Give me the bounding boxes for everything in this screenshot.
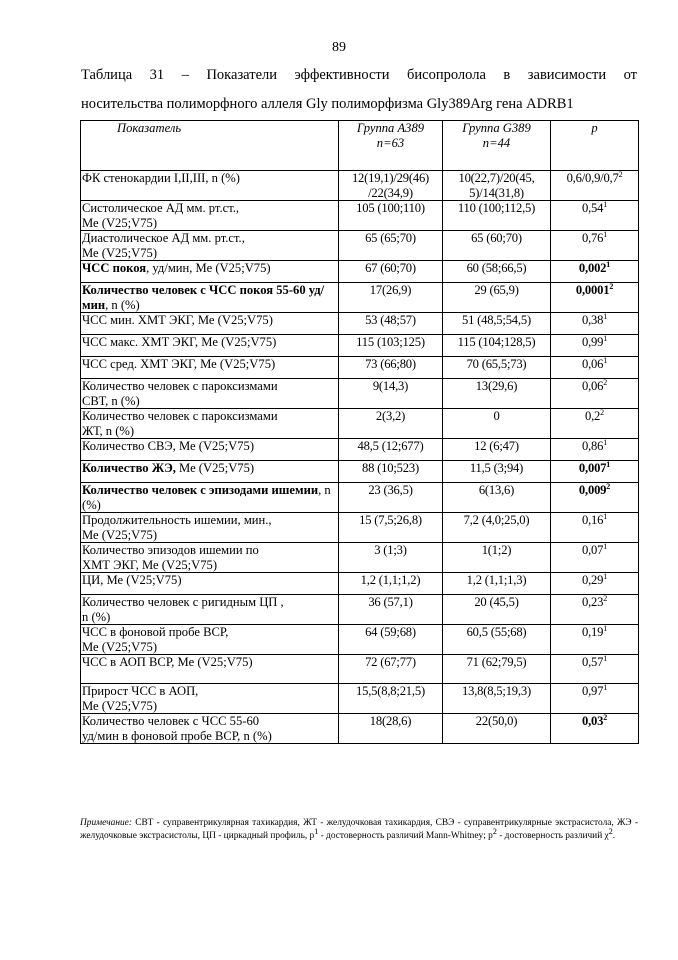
row-group-g389-value: 6(13,6): [478, 483, 515, 497]
row-indicator: [81, 357, 339, 379]
row-group-g389-value: 12 (6;47): [474, 439, 519, 453]
table-row: [81, 283, 639, 313]
row-p-value: [551, 461, 639, 483]
row-p-value: [551, 231, 639, 261]
row-p-value-sup: 2: [600, 408, 604, 417]
row-p-value: [551, 714, 639, 744]
row-group-a389: [339, 283, 443, 313]
row-indicator: [81, 513, 339, 543]
table-row: [81, 595, 639, 625]
row-indicator-text: Количество человек с ригидным ЦП ,: [82, 595, 284, 609]
row-indicator: [81, 409, 339, 439]
row-group-a389-value: 18(28,6): [369, 714, 412, 728]
row-p-value-sup: 2: [606, 482, 611, 491]
table-row: [81, 335, 639, 357]
row-indicator-text-2: Ме (V25;V75): [82, 245, 158, 260]
row-indicator: [81, 684, 339, 714]
results-table: [80, 120, 639, 744]
page-number: 89: [332, 40, 346, 55]
row-indicator: [81, 201, 339, 231]
row-p-value-sup: 1: [606, 460, 611, 469]
row-p-value: [551, 483, 639, 513]
table-row: [81, 313, 639, 335]
row-group-g389: [443, 714, 551, 744]
row-indicator-text: Количество человек с пароксизмами: [82, 409, 278, 423]
table-note: [80, 817, 638, 842]
header-group-g389: [443, 121, 551, 171]
row-indicator-text: Количество человек с ЧСС 55-60: [82, 714, 260, 728]
row-indicator-bold: Количество ЖЭ,: [82, 461, 176, 475]
row-p-value: [551, 261, 639, 283]
row-p-value-sup: 1: [603, 334, 608, 343]
row-p-value-sup: 1: [603, 512, 608, 521]
row-group-a389: [339, 379, 443, 409]
row-indicator-text: ЧСС макс. ХМТ ЭКГ, Ме (V25;V75): [82, 335, 277, 349]
row-p-value-text: 0,99: [581, 335, 604, 349]
note-label: Примечание:: [80, 818, 132, 828]
row-p-value: [551, 655, 639, 684]
row-group-a389-value: 53 (48;57): [365, 313, 416, 327]
table-row: [81, 655, 639, 684]
row-group-a389-value: 1,2 (1,1;1,2): [360, 573, 421, 587]
row-group-g389-value: 1(1;2): [481, 543, 512, 557]
row-group-g389: [443, 201, 551, 231]
row-indicator: [81, 379, 339, 409]
row-group-a389-value: 48,5 (12;677): [357, 439, 424, 453]
table-row: [81, 357, 639, 379]
header-p-value: [551, 121, 639, 171]
row-indicator: [81, 335, 339, 357]
row-group-g389: [443, 171, 551, 201]
row-p-value-text: 0,07: [581, 543, 604, 557]
row-indicator: [81, 483, 339, 513]
row-group-a389: [339, 595, 443, 625]
table-row: [81, 439, 639, 461]
row-p-value-text: 0,54: [581, 201, 604, 215]
row-p-value: [551, 625, 639, 655]
row-group-a389: [339, 625, 443, 655]
row-p-value-sup: 1: [603, 312, 608, 321]
row-group-g389: [443, 313, 551, 335]
row-group-a389: [339, 261, 443, 283]
row-group-a389-value: 36 (57,1): [368, 595, 413, 609]
note-text-2: - достоверность различий Mann-Whitney; р: [318, 830, 493, 841]
row-group-a389: [339, 313, 443, 335]
row-group-g389: [443, 439, 551, 461]
row-indicator: [81, 283, 339, 313]
row-group-g389: [443, 409, 551, 439]
row-group-a389-value: 2(3,2): [375, 409, 406, 423]
table-caption: [81, 61, 637, 119]
row-indicator-text: Прирост ЧСС в АОП,: [82, 684, 199, 698]
row-indicator-text: ФК стенокардии I,II,III, n (%): [82, 171, 240, 185]
row-indicator: [81, 231, 339, 261]
row-p-value-sup: 1: [603, 200, 608, 209]
row-indicator-text-2: Ме (V25;V75): [82, 527, 158, 542]
row-p-value-text: 0,2: [585, 409, 601, 423]
row-group-g389-value: 1,2 (1,1;1,3): [466, 573, 527, 587]
note-text-4: .: [612, 830, 616, 841]
row-group-a389-value: 88 (10;523): [362, 461, 419, 475]
note-text-3: - достоверность различий χ: [496, 830, 609, 841]
row-group-g389-value: 7,2 (4,0;25,0): [463, 513, 530, 527]
row-indicator-bold: Количество человек с ЧСС покоя 55-60 уд/мин: [82, 283, 325, 312]
row-group-g389-value: 71 (62;79,5): [466, 655, 527, 669]
row-group-a389-value-2: /22(34,9): [368, 185, 413, 200]
row-p-value-sup: 1: [606, 260, 611, 269]
row-group-a389-value: 65 (65;70): [365, 231, 416, 245]
row-group-a389-value: 12(19,1)/29(46): [351, 171, 430, 185]
row-group-a389: [339, 461, 443, 483]
row-p-value-text: 0,86: [581, 439, 604, 453]
row-p-value-text: 0,009: [578, 483, 607, 497]
row-indicator: [81, 261, 339, 283]
row-p-value-text: 0,29: [581, 573, 604, 587]
row-p-value-text: 0,002: [578, 261, 607, 275]
row-group-a389: [339, 201, 443, 231]
caption-line-1: Таблица 31 – Показатели эффективности бисопролола в зависимости от: [81, 67, 637, 83]
row-group-a389: [339, 171, 443, 201]
row-p-value: [551, 684, 639, 714]
row-group-a389: [339, 439, 443, 461]
row-group-a389-value: 3 (1;3): [374, 543, 407, 557]
row-group-g389: [443, 684, 551, 714]
row-group-g389-value: 51 (48,5;54,5): [462, 313, 531, 327]
row-p-value-sup: 1: [603, 356, 608, 365]
row-indicator: [81, 655, 339, 684]
row-group-a389: [339, 513, 443, 543]
row-p-value: [551, 379, 639, 409]
note-sup-3: 2: [608, 826, 613, 836]
row-p-value-sup: 1: [603, 654, 608, 663]
header-group-a389-n: n=63: [376, 136, 405, 150]
row-p-value-text: 0,97: [581, 684, 604, 698]
row-indicator: [81, 714, 339, 744]
row-group-a389-value: 67 (60;70): [365, 261, 416, 275]
table-row: [81, 543, 639, 573]
row-p-value-text: 0,6/0,9/0,7: [566, 171, 619, 185]
row-p-value-text: 0,76: [581, 231, 604, 245]
row-indicator-text-2: Ме (V25;V75): [82, 215, 158, 230]
row-group-g389-value: 110 (100;112,5): [457, 201, 536, 215]
row-p-value-text: 0,38: [581, 313, 604, 327]
row-indicator-text: , n (%): [105, 297, 140, 312]
row-p-value: [551, 513, 639, 543]
row-group-g389: [443, 543, 551, 573]
row-indicator: [81, 625, 339, 655]
row-group-g389-value: 60 (58;66,5): [466, 261, 527, 275]
row-p-value-sup: 2: [603, 713, 608, 722]
row-group-a389-value: 72 (67;77): [365, 655, 416, 669]
row-indicator-text: ЧСС в фоновой пробе ВСР,: [82, 625, 229, 639]
row-group-g389-value-2: 5)/14(31,8): [469, 185, 524, 200]
row-indicator: [81, 313, 339, 335]
row-indicator: [81, 543, 339, 573]
row-indicator-text-2: уд/мин в фоновой пробе ВСР, n (%): [82, 728, 272, 743]
table-row: [81, 573, 639, 595]
row-p-value-sup: 1: [603, 683, 608, 692]
row-group-a389-value: 64 (59;68): [365, 625, 416, 639]
row-p-value-sup: 2: [603, 594, 608, 603]
table-row: [81, 684, 639, 714]
row-group-g389: [443, 573, 551, 595]
row-indicator-text: Количество эпизодов ишемии по: [82, 543, 259, 557]
row-group-g389: [443, 655, 551, 684]
row-p-value: [551, 283, 639, 313]
table-row: [81, 461, 639, 483]
row-p-value: [551, 595, 639, 625]
row-group-g389-value: 22(50,0): [475, 714, 518, 728]
row-indicator-text: Количество человек с пароксизмами: [82, 379, 278, 393]
header-p-label: р: [591, 121, 598, 135]
row-indicator-text: Количество СВЭ, Ме (V25;V75): [82, 439, 255, 453]
row-group-g389: [443, 513, 551, 543]
row-group-a389-value: 9(14,3): [372, 379, 409, 393]
row-p-value-text: 0,57: [581, 655, 604, 669]
row-group-g389: [443, 261, 551, 283]
row-indicator-text: ЧСС в АОП ВСР, Ме (V25;V75): [82, 655, 253, 669]
table-body: [81, 171, 639, 744]
row-group-a389-value: 15 (7,5;26,8): [359, 513, 422, 527]
row-indicator-text: , n (%): [82, 483, 331, 512]
row-group-g389: [443, 595, 551, 625]
row-indicator-text: ЧСС мин. ХМТ ЭКГ, Ме (V25;V75): [82, 313, 273, 327]
row-group-a389: [339, 483, 443, 513]
row-group-g389-value: 0: [493, 409, 500, 423]
row-p-value-sup: 2: [603, 378, 608, 387]
row-p-value-sup: 1: [603, 542, 608, 551]
row-group-g389-value: 10(22,7)/20(45,: [458, 171, 535, 185]
row-p-value-text: 0,03: [581, 714, 604, 728]
row-group-a389-value: 17(26,9): [369, 283, 412, 297]
row-group-g389-value: 115 (104;128,5): [457, 335, 536, 349]
row-indicator-text: Систолическое АД мм. рт.ст.,: [82, 201, 240, 215]
row-group-a389-value: 115 (103;125): [356, 335, 425, 349]
table-header-row: [81, 121, 639, 171]
row-indicator-text: ЦИ, Ме (V25;V75): [82, 573, 182, 587]
row-p-value-sup: 1: [603, 230, 608, 239]
row-indicator-text-2: Ме (V25;V75): [82, 698, 158, 713]
row-group-g389: [443, 231, 551, 261]
row-group-g389-value: 20 (45,5): [474, 595, 519, 609]
row-p-value: [551, 543, 639, 573]
row-group-a389-value: 15,5(8,8;21,5): [356, 684, 425, 698]
row-group-g389-value: 13,8(8,5;19,3): [462, 684, 531, 698]
row-p-value-sup: 1: [603, 624, 608, 633]
row-group-a389-value: 105 (100;110): [356, 201, 425, 215]
row-p-value-text: 0,16: [581, 513, 604, 527]
row-indicator-text-2: n (%): [82, 609, 111, 624]
row-group-a389: [339, 684, 443, 714]
row-indicator: [81, 171, 339, 201]
row-p-value: [551, 439, 639, 461]
row-p-value: [551, 335, 639, 357]
row-group-a389: [339, 655, 443, 684]
row-indicator: [81, 439, 339, 461]
row-group-a389: [339, 714, 443, 744]
row-p-value-text: 0,06: [581, 357, 604, 371]
header-group-g389-title: Группа G389: [462, 121, 531, 135]
row-group-g389: [443, 335, 551, 357]
table-row: [81, 625, 639, 655]
row-group-a389: [339, 231, 443, 261]
header-group-g389-n: n=44: [482, 136, 511, 150]
row-p-value-text: 0,06: [581, 379, 604, 393]
row-indicator-text: , уд/мин, Ме (V25;V75): [146, 261, 271, 275]
note-sup-1: 1: [314, 826, 319, 836]
row-indicator-text: ЧСС сред. ХМТ ЭКГ, Ме (V25;V75): [82, 357, 276, 371]
row-indicator-text: Ме (V25;V75): [175, 461, 255, 475]
row-group-g389: [443, 283, 551, 313]
header-indicator: [81, 121, 339, 171]
row-p-value: [551, 313, 639, 335]
row-group-a389-value: 23 (36,5): [368, 483, 413, 497]
row-p-value-sup: 2: [609, 282, 614, 291]
row-group-a389: [339, 543, 443, 573]
row-indicator-text-2: СВТ, n (%): [82, 393, 140, 408]
row-group-g389: [443, 379, 551, 409]
row-indicator-text-2: ХМТ ЭКГ, Ме (V25;V75): [82, 557, 218, 572]
row-p-value: [551, 357, 639, 379]
table-row: [81, 261, 639, 283]
row-p-value: [551, 171, 639, 201]
row-p-value-text: 0,007: [578, 461, 607, 475]
header-group-a389: [339, 121, 443, 171]
row-group-g389-value: 70 (65,5;73): [466, 357, 527, 371]
row-group-g389: [443, 483, 551, 513]
row-group-g389-value: 11,5 (3;94): [469, 461, 524, 475]
row-indicator-text-2: ЖТ, n (%): [82, 423, 135, 438]
row-indicator: [81, 461, 339, 483]
caption-line-2: носительства полиморфного аллеля Gly полиморфизма Gly389Arg гена ADRB1: [81, 96, 574, 112]
table-row: [81, 201, 639, 231]
row-p-value: [551, 573, 639, 595]
table-row: [81, 714, 639, 744]
row-group-g389-value: 60,5 (55;68): [466, 625, 527, 639]
row-group-g389-value: 65 (60;70): [471, 231, 522, 245]
table-row: [81, 231, 639, 261]
header-indicator-label: Показатель: [117, 121, 182, 135]
row-p-value-text: 0,19: [581, 625, 604, 639]
row-indicator-text: Продолжительность ишемии, мин.,: [82, 513, 272, 527]
row-indicator-bold: ЧСС покоя: [82, 261, 147, 275]
row-group-g389-value: 29 (65,9): [474, 283, 519, 297]
row-p-value: [551, 201, 639, 231]
row-p-value-text: 0,23: [581, 595, 604, 609]
table-row: [81, 513, 639, 543]
row-indicator-bold: Количество человек с эпизодами ишемии: [82, 483, 319, 497]
table-row: [81, 483, 639, 513]
row-indicator-text-2: Ме (V25;V75): [82, 639, 158, 654]
row-group-a389-value: 73 (66;80): [365, 357, 416, 371]
row-group-g389-value: 13(29,6): [475, 379, 518, 393]
row-group-a389: [339, 335, 443, 357]
row-group-a389: [339, 409, 443, 439]
row-p-value-sup: 2: [618, 170, 623, 179]
row-p-value: [551, 409, 639, 439]
row-group-g389: [443, 461, 551, 483]
table-row: [81, 379, 639, 409]
table-row: [81, 171, 639, 201]
row-indicator: [81, 573, 339, 595]
row-p-value-sup: 1: [603, 438, 608, 447]
row-indicator-text: Диастолическое АД мм. рт.ст.,: [82, 231, 245, 245]
row-group-g389: [443, 625, 551, 655]
row-group-a389: [339, 357, 443, 379]
note-sup-2: 2: [492, 826, 497, 836]
row-p-value-text: 0,0001: [575, 283, 610, 297]
row-group-g389: [443, 357, 551, 379]
row-p-value-sup: 1: [603, 572, 608, 581]
table-row: [81, 409, 639, 439]
row-group-a389: [339, 573, 443, 595]
note-text: СВТ - суправентрикулярная тахикардия, ЖТ - желудочковая тахикардия, СВЭ - суправентрикулярные экстрасистола, ЖЭ - желудочковые экстрасистолы, ЦП - циркадный профиль, р: [80, 818, 638, 841]
header-group-a389-title: Группа А389: [356, 121, 425, 135]
row-indicator: [81, 595, 339, 625]
